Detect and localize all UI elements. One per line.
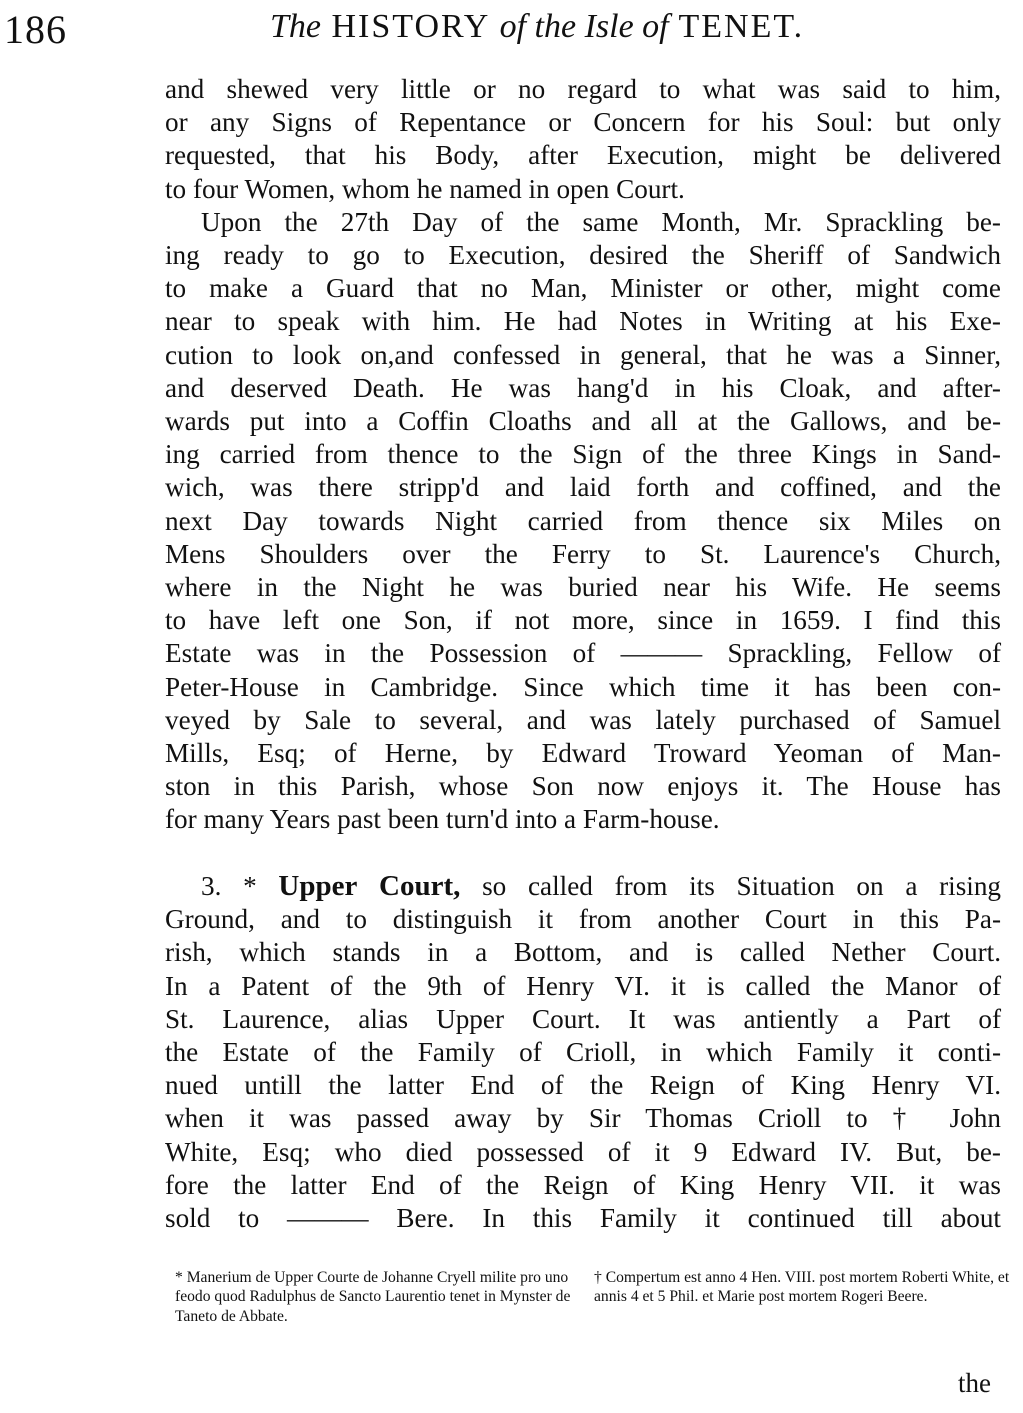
footnote-left: * Manerium de Upper Courte de Johanne Cryell milite pro uno feodo quod Radulphus de Sancto Laurentio tenet in Mynster de Taneto de Abbate. bbox=[175, 1269, 571, 1325]
text-line: requested, that his Body, after Execution, might be delivered bbox=[165, 140, 1001, 171]
running-head-part4: TENET. bbox=[668, 8, 805, 45]
running-head-part3: of the Isle of bbox=[499, 8, 669, 45]
section-heading-line bbox=[165, 870, 1001, 903]
text-line: where in the Night he was buried near his Wife. He seems bbox=[165, 572, 1001, 603]
text-line: White, Esq; who died possessed of it 9 Edward IV. But, be- bbox=[165, 1136, 1001, 1167]
text-line: wards put into a Coffin Cloaths and all at the Gallows, and be- bbox=[165, 406, 1001, 437]
text-line-content: so called from its Situation on a rising bbox=[482, 871, 1002, 901]
running-head bbox=[270, 8, 804, 46]
text-line: to make a Guard that no Man, Minister or other, might come bbox=[165, 273, 1001, 304]
text-line: ing carried from thence to the Sign of the three Kings in Sand- bbox=[165, 439, 1001, 470]
text-line: and shewed very little or no regard to what was said to him, bbox=[165, 74, 1001, 104]
text-line: ston in this Parish, whose Son now enjoys it. The House has bbox=[165, 771, 1001, 802]
footnote-right: † Compertum est anno 4 Hen. VIII. post mortem Roberti White, et annis 4 et 5 Phil. et Marie post mortem Rogeri Beere. bbox=[594, 1269, 1010, 1306]
text-line: ing ready to go to Execution, desired the Sheriff of Sandwich bbox=[165, 240, 1001, 271]
section-title: Upper Court, bbox=[278, 870, 461, 902]
body-paragraph-1 bbox=[165, 73, 1001, 837]
page-number: 186 bbox=[4, 7, 67, 52]
text-line: Mens Shoulders over the Ferry to St. Laurence's Church, bbox=[165, 538, 1001, 569]
text-line: wich, was there stripp'd and laid forth and coffined, and the bbox=[165, 472, 1001, 503]
text-line: Mills, Esq; of Herne, by Edward Troward Yeoman of Man- bbox=[165, 738, 1001, 769]
text-line: cution to look on,and confessed in general, that he was a Sinner, bbox=[165, 339, 1001, 370]
text-line: to four Women, whom he named in open Court. bbox=[165, 173, 685, 204]
text-line: In a Patent of the 9th of Henry VI. it is called the Manor of bbox=[165, 970, 1001, 1001]
text-line: the Estate of the Family of Crioll, in which Family it conti- bbox=[165, 1037, 1001, 1068]
text-line: Ground, and to distinguish it from another Court in this Pa- bbox=[165, 904, 1001, 935]
text-line: fore the latter End of the Reign of King Henry VII. it was bbox=[165, 1169, 1001, 1200]
text-line-indented bbox=[165, 206, 1001, 239]
running-head-part1: The bbox=[270, 8, 321, 45]
text-line: Estate was in the Possession of ——— Sprackling, Fellow of bbox=[165, 638, 1001, 669]
catchword: the bbox=[958, 1368, 991, 1398]
text-line: and deserved Death. He was hang'd in his Cloak, and after- bbox=[165, 372, 1001, 403]
text-line: to have left one Son, if not more, since in 1659. I find this bbox=[165, 605, 1001, 636]
text-line-content: Upon the 27th Day of the same Month, Mr. Sprackling be- bbox=[201, 206, 1001, 237]
text-line: nued untill the latter End of the Reign of King Henry VI. bbox=[165, 1070, 1001, 1101]
text-line: near to speak with him. He had Notes in Writing at his Exe- bbox=[165, 306, 1001, 337]
text-line: rish, which stands in a Bottom, and is called Nether Court. bbox=[165, 937, 1001, 968]
section-number: 3. * bbox=[201, 871, 257, 901]
body-paragraph-2 bbox=[165, 870, 1001, 1235]
text-line: sold to ——— Bere. In this Family it continued till about bbox=[165, 1203, 1001, 1234]
text-line: Peter-House in Cambridge. Since which time it has been con- bbox=[165, 671, 1001, 702]
running-head-part2: HISTORY bbox=[321, 8, 500, 45]
text-line: when it was passed away by Sir Thomas Crioll to † John bbox=[165, 1103, 1001, 1134]
text-line: or any Signs of Repentance or Concern for his Soul: but only bbox=[165, 107, 1001, 138]
text-line: veyed by Sale to several, and was lately purchased of Samuel bbox=[165, 704, 1001, 735]
text-line: St. Laurence, alias Upper Court. It was antiently a Part of bbox=[165, 1003, 1001, 1034]
text-line: next Day towards Night carried from thence six Miles on bbox=[165, 505, 1001, 536]
text-line: for many Years past been turn'd into a Farm-house. bbox=[165, 804, 720, 835]
